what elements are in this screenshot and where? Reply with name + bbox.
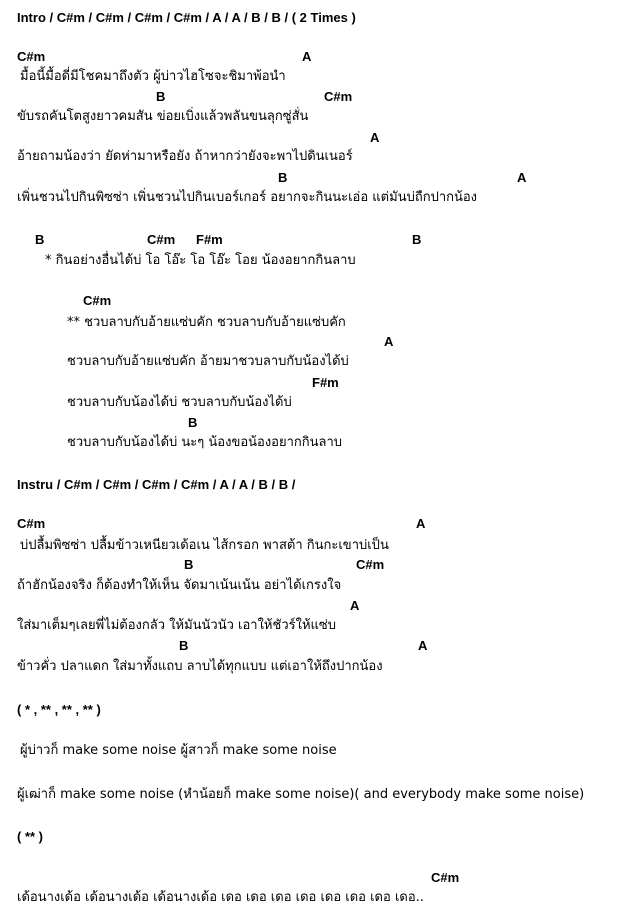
chord: B — [184, 557, 194, 572]
chord: F#m — [196, 232, 223, 247]
chord: B — [35, 232, 45, 247]
lyric-line: ** ชวบลาบกับอ้ายแซ่บคัก ชวบลาบกับอ้ายแซ่บคัก — [67, 315, 346, 330]
lyric-line: ผู้เฒ่าก็ make some noise (หำน้อยก็ make some noise)( and everybody make some noise) — [17, 787, 585, 802]
chord: C#m — [83, 293, 112, 308]
chord: B — [278, 170, 288, 185]
chord: B — [179, 638, 189, 653]
chord: C#m — [17, 516, 46, 531]
instru-line: Instru / C#m / C#m / C#m / C#m / A / A / B / B / — [17, 477, 296, 492]
chord: B — [188, 415, 198, 430]
chord: A — [370, 130, 380, 145]
chord: F#m — [312, 375, 339, 390]
lyric-line: เด้อนางเด้อ เด้อนางเด้อ เด้อนางเด้อ เดอ เดอ เดอ เดอ เดอ เดอ เดอ เดอ.. — [17, 890, 424, 905]
chord: A — [302, 49, 312, 64]
lyric-line: * กินอย่างอื่นได้บ่ โอ โอ๊ะ โอ โอ๊ะ โอย น้องอยากกินลาบ — [45, 253, 356, 268]
chord: A — [384, 334, 394, 349]
chord: A — [517, 170, 527, 185]
lyric-line: เพิ่นชวนไปกินพิซซ่า เพิ่นชวนไปกินเบอร์เกอร์ อยากจะกินนะเอ่อ แต่มันบ่ถืกปากน้อง — [17, 190, 478, 205]
chord: B — [412, 232, 422, 247]
repeat-marker: ( ** ) — [17, 829, 43, 844]
chord: C#m — [147, 232, 176, 247]
intro-line: Intro / C#m / C#m / C#m / C#m / A / A / B / B / ( 2 Times ) — [17, 10, 356, 25]
lyric-line: ผู้บ่าวก็ make some noise ผู้สาวก็ make some noise — [20, 743, 337, 758]
repeat-marker: ( * , ** , ** , ** ) — [17, 702, 101, 717]
lyric-line: ถ้าฮักน้องจริง ก็ต้องทำให้เห็น จัดมาเน้นเน้น อย่าได้เกรงใจ — [17, 578, 342, 593]
chord: C#m — [431, 870, 460, 885]
lyric-line: ข้าวคั่ว ปลาแดก ใส่มาทั้งแถบ ลาบได้ทุกแบบ แต่เอาให้ถึงปากน้อง — [17, 659, 383, 674]
chord: A — [416, 516, 426, 531]
lyric-line: บ่ปลื้มพิซซ่า ปลื้มข้าวเหนียวเด้อเน ไส้กรอก พาสต้า กินกะเขาบ่เป็น — [20, 538, 389, 553]
lyric-line: ชวบลาบกับน้องได้บ่ ชวบลาบกับน้องได้บ่ — [67, 395, 292, 410]
lyric-line: อ้ายถามน้องว่า ยัดห่ามาหรือยัง ถ้าหากว่ายังจะพาไปดินเนอร์ — [17, 149, 353, 164]
chord: A — [350, 598, 360, 613]
chord: B — [156, 89, 166, 104]
chord: C#m — [17, 49, 46, 64]
lyric-line: ชวบลาบกับอ้ายแซ่บคัก อ้ายมาชวบลาบกับน้องได้บ่ — [67, 354, 349, 369]
lyric-line: ขับรถคันโตสูงยาวคมสัน ข่อยเบิ่งแล้วพลันขนลุกซู่สั่น — [17, 109, 309, 124]
lyric-line: ชวบลาบกับน้องได้บ่ นะๆ น้องขอน้องอยากกินลาบ — [67, 435, 343, 450]
lyric-line: มื้อนี้มื้อดี่มีโชคมาถึงตัว ผู้บ่าวไฮโซจะชิมาพ้อนำ — [20, 69, 286, 84]
chord: C#m — [356, 557, 385, 572]
chord: A — [418, 638, 428, 653]
chord: C#m — [324, 89, 353, 104]
lyric-line: ใส่มาเต็มๆเลยพี่ไม่ต้องกลัว ให้มันนัวนัว เอาให้ชัวร์ให้แซ่บ — [17, 618, 336, 633]
